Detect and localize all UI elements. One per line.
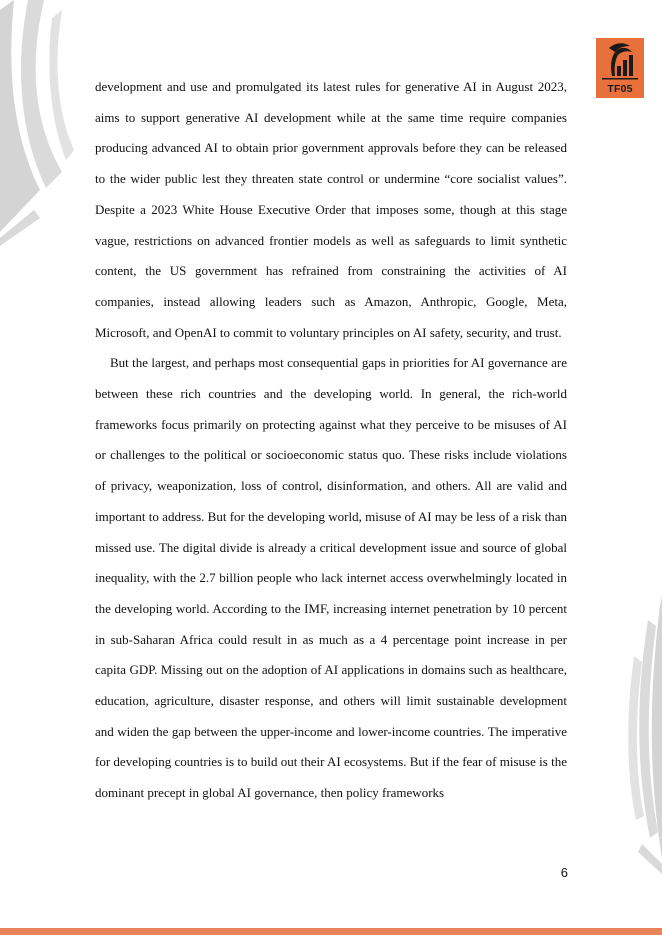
palm-tree-icon (596, 38, 644, 82)
paragraph: But the largest, and perhaps most consequential gaps in priorities for AI governance are between these rich countries and the developing world. In general, the rich-world frameworks focus primarily on protecting against what they perceive to be misuses of AI or challenges to the political or socioeconomic status quo. These risks include violations of privacy, weaponization, loss of control, disinformation, and others. All are valid and important to address. But for the developing world, misuse of AI may be less of a risk than missed use. The digital divide is already a critical development issue and source of global inequality, with the 2.7 billion people who lack internet access overwhelmingly located in the developing world. According to the IMF, increasing internet penetration by 10 percent in sub-Saharan Africa could result in as much as a 4 percentage point increase in per capita GDP. Missing out on the adoption of AI applications in domains such as healthcare, education, agriculture, disaster response, and others will limit sustainable development and widen the gap between the upper-income and lower-income countries. The imperative for developing countries is to build out their AI ecosystems. But if the fear of misuse is the dominant precept in global AI governance, then policy frameworks (95, 355, 567, 801)
logo-label: TF05 (607, 83, 633, 95)
paragraph: development and use and promulgated its latest rules for generative AI in August 2023, aims to support generative AI development while at the same time require companies producing advanced AI to obtain prior government approvals before they can be released to the wider public lest they threaten state control or undermine “core socialist values”. Despite a 2023 White House Executive Order that imposes some, though at this stage vague, restrictions on advanced frontier models as well as safeguards to limit synthetic content, the US government has refrained from constraining the activities of AI companies, instead allowing leaders such as Amazon, Anthropic, Google, Meta, Microsoft, and OpenAI to commit to voluntary principles on AI safety, security, and trust. (95, 79, 567, 340)
main-body-text (95, 72, 567, 809)
page-number: 6 (560, 865, 568, 880)
tf05-logo (596, 38, 644, 98)
decorative-swirl-right (612, 596, 662, 876)
decorative-swirl-left (0, 0, 80, 250)
footer-accent-bar (0, 928, 662, 935)
